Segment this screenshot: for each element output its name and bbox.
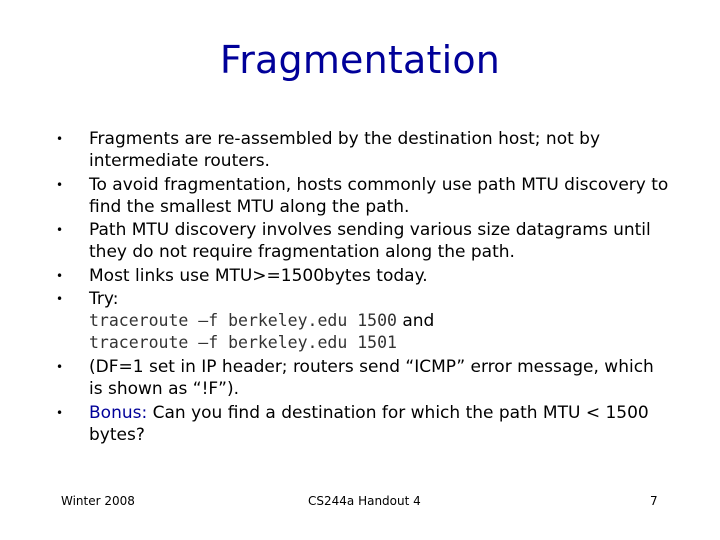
bullet-text: Most links use MTU>=1500bytes today.: [89, 265, 428, 286]
and-text: and: [396, 311, 435, 332]
command-traceroute-1501: traceroute –f berkeley.edu 1501: [89, 333, 397, 353]
bullet-text: Path MTU discovery involves sending various size datagrams until they do not require fragmentation along the path.: [89, 220, 651, 263]
bullet-text: (DF=1 set in IP header; routers send “ICMP” error message, which is shown as “!F”).: [89, 356, 654, 399]
footer-handout: CS244a Handout 4: [308, 494, 421, 508]
bullet-text: Can you find a destination for which the path MTU < 1500 bytes?: [89, 402, 649, 445]
bullet-list: [52, 128, 672, 447]
bullet-icon: •: [56, 405, 64, 420]
bullet-text: To avoid fragmentation, hosts commonly use path MTU discovery to find the smallest MTU along the path.: [89, 174, 669, 217]
bullet-text: Try:: [89, 289, 119, 310]
list-item: [52, 128, 672, 172]
list-item: [52, 219, 672, 263]
footer-date: Winter 2008: [61, 494, 135, 508]
list-item: [52, 402, 672, 446]
bullet-icon: •: [56, 177, 64, 192]
bullet-icon: •: [56, 223, 64, 238]
list-item: [52, 265, 672, 287]
bullet-icon: •: [56, 268, 64, 283]
command-traceroute-1500: traceroute –f berkeley.edu 1500: [89, 311, 397, 331]
bullet-icon: •: [56, 292, 64, 307]
page-number: 7: [650, 494, 658, 508]
list-item: [52, 288, 672, 354]
bullet-icon: •: [56, 359, 64, 374]
slide-title: Fragmentation: [219, 38, 501, 82]
bullet-text: Fragments are re-assembled by the destination host; not by intermediate routers.: [89, 129, 601, 171]
bullet-icon: •: [56, 132, 64, 146]
list-item: [52, 356, 672, 400]
bonus-label: Bonus:: [89, 402, 148, 423]
list-item: [52, 174, 672, 218]
